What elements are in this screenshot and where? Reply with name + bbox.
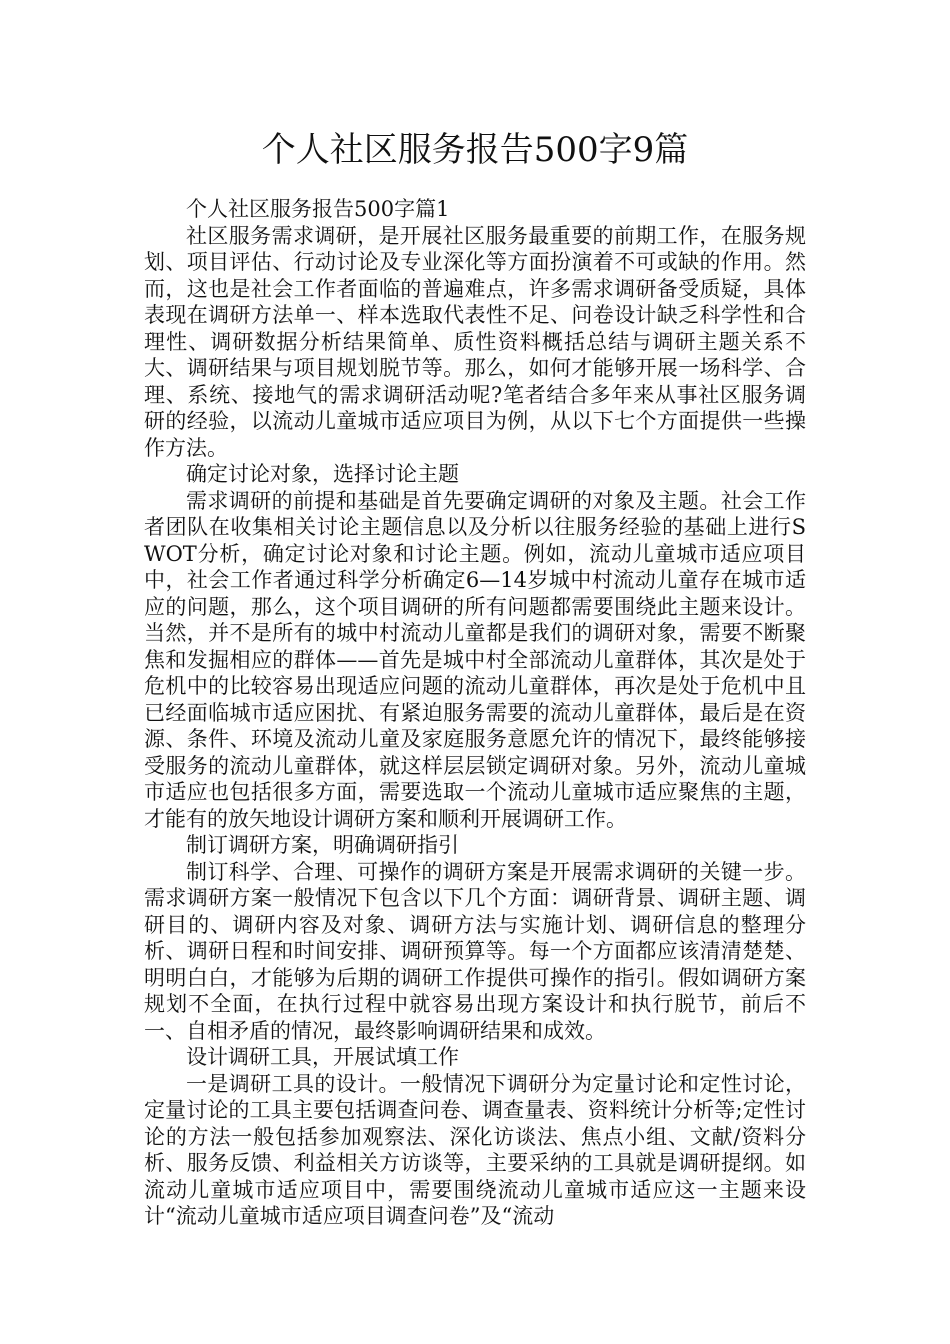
document-body (144, 196, 806, 1230)
document-title: 个人社区服务报告500字9篇 (261, 130, 689, 170)
paragraph-research-plan: 制订科学、合理、可操作的调研方案是开展需求调研的关键一步。需求调研方案一般情况下包含以下几个方面：调研背景、调研主题、调研目的、调研内容及对象、调研方法与实施计划、调研信息的整理分析、调研日程和时间安排、调研预算等。每一个方面都应该清清楚楚、明明白白，才能够为后期的调研工作提供可操作的指引。假如调研方案规划不全面，在执行过程中就容易出现方案设计和执行脱节，前后不一、自相矛盾的情况，最终影响调研结果和成效。 (144, 859, 806, 1043)
subheading-determine-topic: 确定讨论对象，选择讨论主题 (186, 462, 459, 486)
section-title: 个人社区服务报告500字篇1 (186, 197, 450, 221)
paragraph-research-tools: 一是调研工具的设计。一般情况下调研分为定量讨论和定性讨论，定量讨论的工具主要包括调查问卷、调查量表、资料统计分析等;定性讨论的方法一般包括参加观察法、深化访谈法、焦点小组、文献/资料分析、服务反馈、利益相关方访谈等，主要采纳的工具就是调研提纲。如流动儿童城市适应项目中，需要围绕流动儿童城市适应这一主题来设计“流动儿童城市适应项目调查问卷”及“流动 (144, 1071, 806, 1228)
subheading-research-plan: 制订调研方案，明确调研指引 (186, 833, 459, 857)
paragraph-intro: 社区服务需求调研，是开展社区服务最重要的前期工作，在服务规划、项目评估、行动讨论及专业深化等方面扮演着不可或缺的作用。然而，这也是社会工作者面临的普遍难点，许多需求调研备受质疑，具体表现在调研方法单一、样本选取代表性不足、问卷设计缺乏科学性和合理性、调研数据分析结果简单、质性资料概括总结与调研主题关系不大、调研结果与项目规划脱节等。那么，如何才能够开展一场科学、合理、系统、接地气的需求调研活动呢?笔者结合多年来从事社区服务调研的经验，以流动儿童城市适应项目为例，从以下七个方面提供一些操作方法。 (144, 223, 806, 460)
paragraph-determine-topic: 需求调研的前提和基础是首先要确定调研的对象及主题。社会工作者团队在收集相关讨论主题信息以及分析以往服务经验的基础上进行SWOT分析，确定讨论对象和讨论主题。例如，流动儿童城市适应项目中，社会工作者通过科学分析确定6—14岁城中村流动儿童存在城市适应的问题，那么，这个项目调研的所有问题都需要围绕此主题来设计。当然，并不是所有的城中村流动儿童都是我们的调研对象，需要不断聚焦和发掘相应的群体——首先是城中村全部流动儿童群体，其次是处于危机中的比较容易出现适应问题的流动儿童群体，再次是处于危机中且已经面临城市适应困扰、有紧迫服务需要的流动儿童群体，最后是在资源、条件、环境及流动儿童及家庭服务意愿允许的情况下，最终能够接受服务的流动儿童群体，就这样层层锁定调研对象。另外，流动儿童城市适应也包括很多方面，需要选取一个流动儿童城市适应聚焦的主题，才能有的放矢地设计调研方案和顺利开展调研工作。 (144, 488, 806, 831)
subheading-research-tools: 设计调研工具，开展试填工作 (186, 1045, 459, 1069)
